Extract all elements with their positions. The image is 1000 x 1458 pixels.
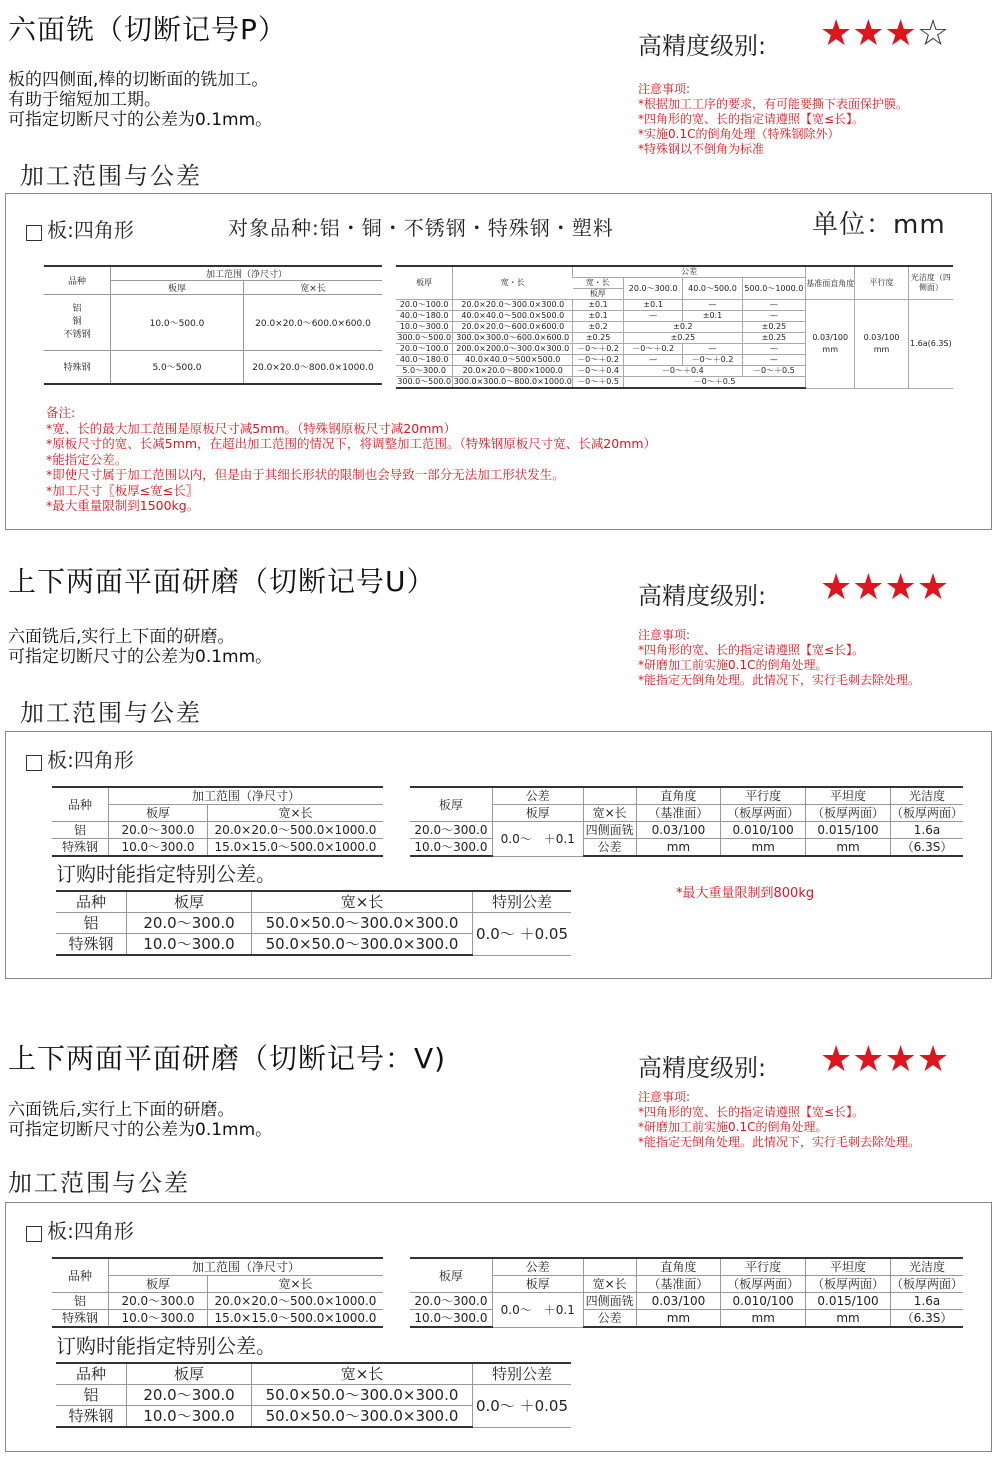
note-line: *研磨加工前实施0.1C的倒角处理。 <box>638 1120 828 1134</box>
col-parallelism: 平行度 <box>721 787 806 805</box>
kind-cell: 特殊钢 <box>44 351 111 384</box>
remark-line: *宽、长的最大加工范围是原板尺寸减5mm。（特殊钢原板尺寸减20mm） <box>46 420 457 436</box>
table-row <box>410 822 963 839</box>
cell: －0～＋0.5 <box>573 377 624 389</box>
cell: 40.0×40.0～500.0×500.0 <box>453 311 573 322</box>
cell: 20.0～100.0 <box>396 300 453 311</box>
special-tolerance-heading: 订购时能指定特别公差。 <box>56 862 276 886</box>
col-thickness: 板厚 <box>410 1258 492 1293</box>
cell: 铝 <box>56 1385 127 1406</box>
width-length-cell: 20.0×20.0～800.0×1000.0 <box>244 351 383 384</box>
precision-stars: ★★★★ <box>820 1039 950 1080</box>
cell: 200.0×200.0～300.0×300.0 <box>453 344 573 355</box>
desc-line: 六面铣后,实行上下面的研磨。 <box>8 627 235 647</box>
col-finish-sub: （板厚两面） <box>890 806 963 820</box>
cell: 50.0×50.0～300.0×300.0 <box>252 913 473 934</box>
col-special-tolerance: 特别公差 <box>473 1363 572 1385</box>
cell: 40.0～180.0 <box>396 355 453 366</box>
cell: 20.0～300.0 <box>127 1385 252 1406</box>
note-line: 注意事项: <box>638 1090 691 1104</box>
col-width-length: 宽×长 <box>244 281 383 295</box>
tolerance-table <box>410 786 963 857</box>
cell: 20.0×20.0～600.0×600.0 <box>453 322 573 333</box>
checkbox-icon <box>26 755 42 771</box>
col-thickness: 板厚 <box>111 281 244 295</box>
col-kind: 品种 <box>52 787 109 822</box>
note-line: 注意事项: <box>638 82 691 96</box>
col-range-3: 500.0～1000.0 <box>742 278 805 300</box>
cell: ±0.25 <box>742 322 805 333</box>
note-line: *根据加工工序的要求，有可能要撕下表面保护膜。 <box>638 97 909 111</box>
col-width-length: 宽×长 <box>208 805 384 822</box>
cell: ±0.2 <box>623 322 742 333</box>
desc-line: 六面铣后,实行上下面的研磨。 <box>8 1100 235 1120</box>
cell: — <box>683 344 742 355</box>
cell: －0～＋0.2 <box>623 344 682 355</box>
cell: ±0.2 <box>573 322 624 333</box>
col-range: 加工范围（净尺寸） <box>111 266 383 281</box>
table-row <box>52 1310 383 1328</box>
cell: 1.6a <box>890 1293 963 1310</box>
col-parallelism: 平行度 <box>855 266 908 300</box>
col-kind: 品种 <box>52 1258 109 1293</box>
cell: 铝 <box>56 913 127 934</box>
table-row <box>56 913 571 934</box>
col-tolerance: 公差 <box>573 266 806 278</box>
cell: 四侧面铣 <box>583 1293 636 1310</box>
col-thickness: 板厚 <box>127 891 252 913</box>
col-parallelism-sub: （板厚两面） <box>721 805 806 822</box>
star-empty-icon: ☆ <box>916 13 950 54</box>
col-width-length: 宽×长 <box>208 1276 384 1293</box>
cell: （6.3S） <box>890 1310 963 1328</box>
cell: 公差 <box>583 1310 636 1328</box>
cell: ±0.25 <box>573 333 624 344</box>
cell: 0.015/100 <box>806 1293 891 1310</box>
section-u-title: 上下两面平面研磨（切断记号U） <box>8 565 436 598</box>
kind-text: 铝 <box>72 304 82 314</box>
table-row <box>410 1293 963 1310</box>
tolerance-table <box>396 265 953 389</box>
table-row <box>52 1293 383 1310</box>
cell: 300.0～500.0 <box>397 333 452 342</box>
cell: 20.0×20.0～500.0×1000.0 <box>208 822 384 839</box>
col-flatness: 平坦度 <box>806 787 891 805</box>
finish-value: 1.6a(6.3S) <box>908 300 953 389</box>
col-special-tolerance: 特别公差 <box>473 891 572 913</box>
cell: ±0.1 <box>683 311 742 322</box>
cell: ±0.25 <box>742 333 805 344</box>
note-line: *能指定无倒角处理。此情况下，实行毛刺去除处理。 <box>638 673 921 687</box>
desc-line: 可指定切断尺寸的公差为0.1mm。 <box>8 1120 273 1140</box>
note-line: *四角形的宽、长的指定请遵照【宽≤长】。 <box>638 643 865 657</box>
col-squareness: 直角度 <box>636 1258 721 1276</box>
precision-label: 高精度级别: <box>638 32 767 60</box>
tolerance-value: 0.0～ ＋0.1 <box>492 822 583 857</box>
col-tol-thickness: 板厚 <box>573 289 624 300</box>
cell: 公差 <box>583 839 636 857</box>
section-v-description <box>8 1100 272 1140</box>
section-u-description <box>8 627 272 667</box>
col-tol-thickness: 板厚 <box>492 805 583 822</box>
note-line: *能指定无倒角处理。此情况下，实行毛刺去除处理。 <box>638 1135 921 1149</box>
cell: — <box>742 355 805 366</box>
col-width-length: 宽×长 <box>252 1363 473 1385</box>
col-kind: 品种 <box>56 891 127 913</box>
cell: 10.0～300.0 <box>127 1406 252 1428</box>
cell: mm <box>636 1310 721 1328</box>
special-tolerance-table <box>56 1362 571 1428</box>
col-tolerance: 公差 <box>492 787 583 805</box>
note-line: *四角形的宽、长的指定请遵照【宽≤长】。 <box>638 1105 865 1119</box>
cell: ±0.25 <box>623 333 742 344</box>
cell: 15.0×15.0～500.0×1000.0 <box>208 839 384 857</box>
range-table <box>44 265 382 385</box>
desc-line: 可指定切断尺寸的公差为0.1mm。 <box>8 647 273 667</box>
special-tolerance-value: 0.0～ ＋0.05 <box>473 913 572 956</box>
section-p-description <box>8 70 272 130</box>
cell: －0～＋0.4 <box>573 366 624 377</box>
target-materials: 对象品种:铝・铜・不锈钢・特殊钢・塑料 <box>228 216 614 240</box>
col-thickness: 板厚 <box>410 787 492 822</box>
note-line: *四角形的宽、长的指定请遵照【宽≤长】。 <box>638 112 865 126</box>
table-row <box>56 1385 571 1406</box>
col-range: 加工范围（净尺寸） <box>109 787 384 805</box>
range-table <box>52 1257 383 1328</box>
plate-text: 板:四角形 <box>47 748 134 772</box>
col-width-length: 宽・长 <box>453 266 573 300</box>
col-thickness: 板厚 <box>109 805 208 822</box>
thickness-cell: 10.0～500.0 <box>111 295 244 351</box>
note-line: *研磨加工前实施0.1C的倒角处理。 <box>638 658 828 672</box>
cell: 15.0×15.0～500.0×1000.0 <box>208 1310 384 1328</box>
cell: mm <box>806 1310 891 1328</box>
cell: 特殊钢 <box>52 1310 109 1328</box>
cell: －0～＋0.2 <box>683 355 742 366</box>
cell: 0.010/100 <box>721 822 806 839</box>
tolerance-value: 0.0～ ＋0.1 <box>492 1293 583 1328</box>
range-tolerance-heading: 加工范围与公差 <box>20 699 202 727</box>
cell: 40.0～180.0 <box>396 311 453 322</box>
table-row <box>52 822 383 839</box>
note-line: *实施0.1C的倒角处理（特殊钢除外） <box>638 127 840 141</box>
cell: — <box>742 300 805 311</box>
thickness-cell: 5.0～500.0 <box>111 351 244 384</box>
cell: mm <box>721 1310 806 1328</box>
range-tolerance-heading: 加工范围与公差 <box>20 162 202 190</box>
cell: — <box>623 311 682 322</box>
col-kind: 品种 <box>44 266 111 295</box>
cell: 20.0～100.0 <box>396 344 453 355</box>
plate-label <box>26 744 134 773</box>
kind-cell <box>44 295 111 351</box>
caution-notes <box>638 1090 920 1150</box>
plate-label <box>26 214 134 243</box>
col-squareness-sub: （基准面） <box>636 1276 721 1293</box>
tolerance-table <box>410 1257 963 1328</box>
desc-line: 有助于缩短加工期。 <box>8 90 161 110</box>
col-thickness: 板厚 <box>109 1276 208 1293</box>
cell: mm <box>806 839 891 857</box>
weight-note: *最大重量限制到800kg <box>676 886 815 901</box>
cell: 0.03/100 <box>636 822 721 839</box>
plate-text: 板:四角形 <box>47 1219 134 1243</box>
cell: 0.03/100 <box>636 1293 721 1310</box>
col-range-2: 40.0～500.0 <box>683 278 742 300</box>
cell: 铝 <box>52 822 109 839</box>
caution-notes <box>638 628 920 688</box>
precision-stars: ★★★★ <box>820 567 950 608</box>
col-tol-thickness: 板厚 <box>492 1276 583 1293</box>
width-length-cell: 20.0×20.0～600.0×600.0 <box>244 295 383 351</box>
col-flatness-sub: （板厚两面） <box>806 805 891 822</box>
cell: mm <box>636 839 721 857</box>
col-parallelism: 平行度 <box>721 1258 806 1276</box>
cell: 1.6a <box>890 822 963 839</box>
col-parallelism-sub: （板厚两面） <box>721 1276 806 1293</box>
checkbox-icon <box>26 225 42 241</box>
col-width-length: 宽×长 <box>583 805 636 822</box>
cell: 40.0×40.0～500×500.0 <box>453 355 573 366</box>
section-v-title: 上下两面平面研磨（切断记号：V) <box>8 1042 447 1075</box>
range-tolerance-heading: 加工范围与公差 <box>8 1169 190 1197</box>
cell: 20.0×20.0～500.0×1000.0 <box>208 1293 384 1310</box>
section-p-title: 六面铣（切断记号P） <box>8 13 287 46</box>
desc-line: 可指定切断尺寸的公差为0.1mm。 <box>8 110 273 130</box>
squareness-value: 0.03/100 mm <box>806 300 855 389</box>
col-squareness-sub: （基准面） <box>636 805 721 822</box>
col-finish: 光洁度（四侧面） <box>908 266 953 300</box>
cell: 10.0～300.0 <box>109 1310 208 1328</box>
remarks <box>46 405 656 514</box>
cell: 铝 <box>52 1293 109 1310</box>
cell: ±0.1 <box>573 300 624 311</box>
cell: 20.0～300.0 <box>109 822 208 839</box>
cell: －0～＋0.5 <box>623 377 805 389</box>
special-tolerance-table <box>56 890 571 956</box>
cell: 10.0～300.0 <box>127 934 252 956</box>
precision-stars <box>820 13 950 54</box>
col-tolerance: 公差 <box>492 1258 583 1276</box>
cell: 0.010/100 <box>721 1293 806 1310</box>
caution-notes <box>638 82 908 157</box>
col-squareness: 基准面直角度 <box>806 266 855 300</box>
table-row <box>52 839 383 857</box>
kind-text: 铜 <box>72 317 82 327</box>
precision-label: 高精度级别: <box>638 582 767 610</box>
cell: mm <box>721 839 806 857</box>
cell: 50.0×50.0～300.0×300.0 <box>252 1385 473 1406</box>
cell: — <box>623 355 682 366</box>
cell: 20.0～300.0 <box>410 822 492 839</box>
remark-line: *最大重量限制到1500kg。 <box>46 498 200 513</box>
col-finish: 光洁度 <box>890 787 963 805</box>
remark-line: 备注: <box>46 405 76 420</box>
cell: 20.0×20.0～300.0×300.0 <box>453 300 573 311</box>
cell: 300.0～500.0 <box>397 377 452 386</box>
special-tolerance-value: 0.0～ ＋0.05 <box>473 1385 572 1428</box>
cell: 特殊钢 <box>56 1406 127 1428</box>
col-finish: 光洁度 <box>890 1258 963 1276</box>
plate-label <box>26 1215 134 1244</box>
col-range: 加工范围（净尺寸） <box>109 1258 384 1276</box>
cell: — <box>742 344 805 355</box>
cell: 四侧面铣 <box>583 822 636 839</box>
col-width-length: 宽×长 <box>252 891 473 913</box>
col-range-1: 20.0～300.0 <box>623 278 682 300</box>
kind-text: 不锈钢 <box>63 330 91 340</box>
cell: ±0.1 <box>573 311 624 322</box>
cell: （6.3S） <box>890 839 963 857</box>
cell: 300.0×300.0～800.0×1000.0 <box>453 377 572 386</box>
cell: — <box>683 300 742 311</box>
range-table <box>52 786 383 857</box>
col-thickness: 板厚 <box>127 1363 252 1385</box>
cell: 特殊钢 <box>52 839 109 857</box>
cell: — <box>742 311 805 322</box>
cell: 20.0～300.0 <box>127 913 252 934</box>
cell: 20.0～300.0 <box>109 1293 208 1310</box>
special-tolerance-heading: 订购时能指定特别公差。 <box>56 1334 276 1358</box>
cell: 10.0～300.0 <box>109 839 208 857</box>
unit-label: 单位：mm <box>812 210 946 240</box>
cell: 20.0×20.0～800×1000.0 <box>453 366 573 377</box>
remark-line: *原板尺寸的宽、长减5mm，在超出加工范围的情况下，将调整加工范围。（特殊钢原板尺寸宽、长减20mm） <box>46 436 657 451</box>
col-flatness-sub: （板厚两面） <box>806 1276 891 1293</box>
col-width-length: 宽×长 <box>583 1276 636 1293</box>
table-row <box>396 300 953 311</box>
plate-text: 板:四角形 <box>47 218 134 242</box>
cell: 50.0×50.0～300.0×300.0 <box>252 934 473 956</box>
cell: 300.0×300.0～600.0×600.0 <box>453 333 573 344</box>
parallelism-value: 0.03/100 mm <box>855 300 908 389</box>
remark-line: *能指定公差。 <box>46 451 128 467</box>
cell: －0～＋0.4 <box>623 366 742 377</box>
col-kind: 品种 <box>56 1363 127 1385</box>
cell: 20.0～300.0 <box>410 1293 492 1310</box>
remark-line: *加工尺寸〖板厚≤宽≤长〗 <box>46 482 199 498</box>
blank <box>583 787 636 805</box>
cell: 特殊钢 <box>56 934 127 956</box>
col-thickness: 板厚 <box>396 266 453 300</box>
cell: －0～＋0.2 <box>573 355 624 366</box>
col-squareness: 直角度 <box>636 787 721 805</box>
cell: 0.015/100 <box>806 822 891 839</box>
cell: 10.0～300.0 <box>410 1310 492 1328</box>
col-flatness: 平坦度 <box>806 1258 891 1276</box>
col-tol-wl: 宽・长 <box>573 278 624 289</box>
precision-label: 高精度级别: <box>638 1054 767 1082</box>
cell: －0～＋0.2 <box>573 344 624 355</box>
cell: 50.0×50.0～300.0×300.0 <box>252 1406 473 1428</box>
note-line: *特殊钢以不倒角为标准 <box>638 142 765 156</box>
cell: 10.0～300.0 <box>410 839 492 857</box>
cell: －0～＋0.5 <box>742 366 805 377</box>
cell: ±0.1 <box>623 300 682 311</box>
blank <box>583 1258 636 1276</box>
star-filled-icon: ★★★ <box>820 13 917 54</box>
checkbox-icon <box>26 1226 42 1242</box>
cell: 5.0～300.0 <box>396 366 453 377</box>
col-finish-sub: （板厚两面） <box>890 1277 963 1291</box>
desc-line: 板的四侧面,棒的切断面的铣加工。 <box>8 70 269 90</box>
remark-line: *即使尺寸属于加工范围以内，但是由于其细长形状的限制也会导致一部分无法加工形状发生。 <box>46 467 565 482</box>
note-line: 注意事项: <box>638 628 691 642</box>
cell: 10.0～300.0 <box>396 322 453 333</box>
